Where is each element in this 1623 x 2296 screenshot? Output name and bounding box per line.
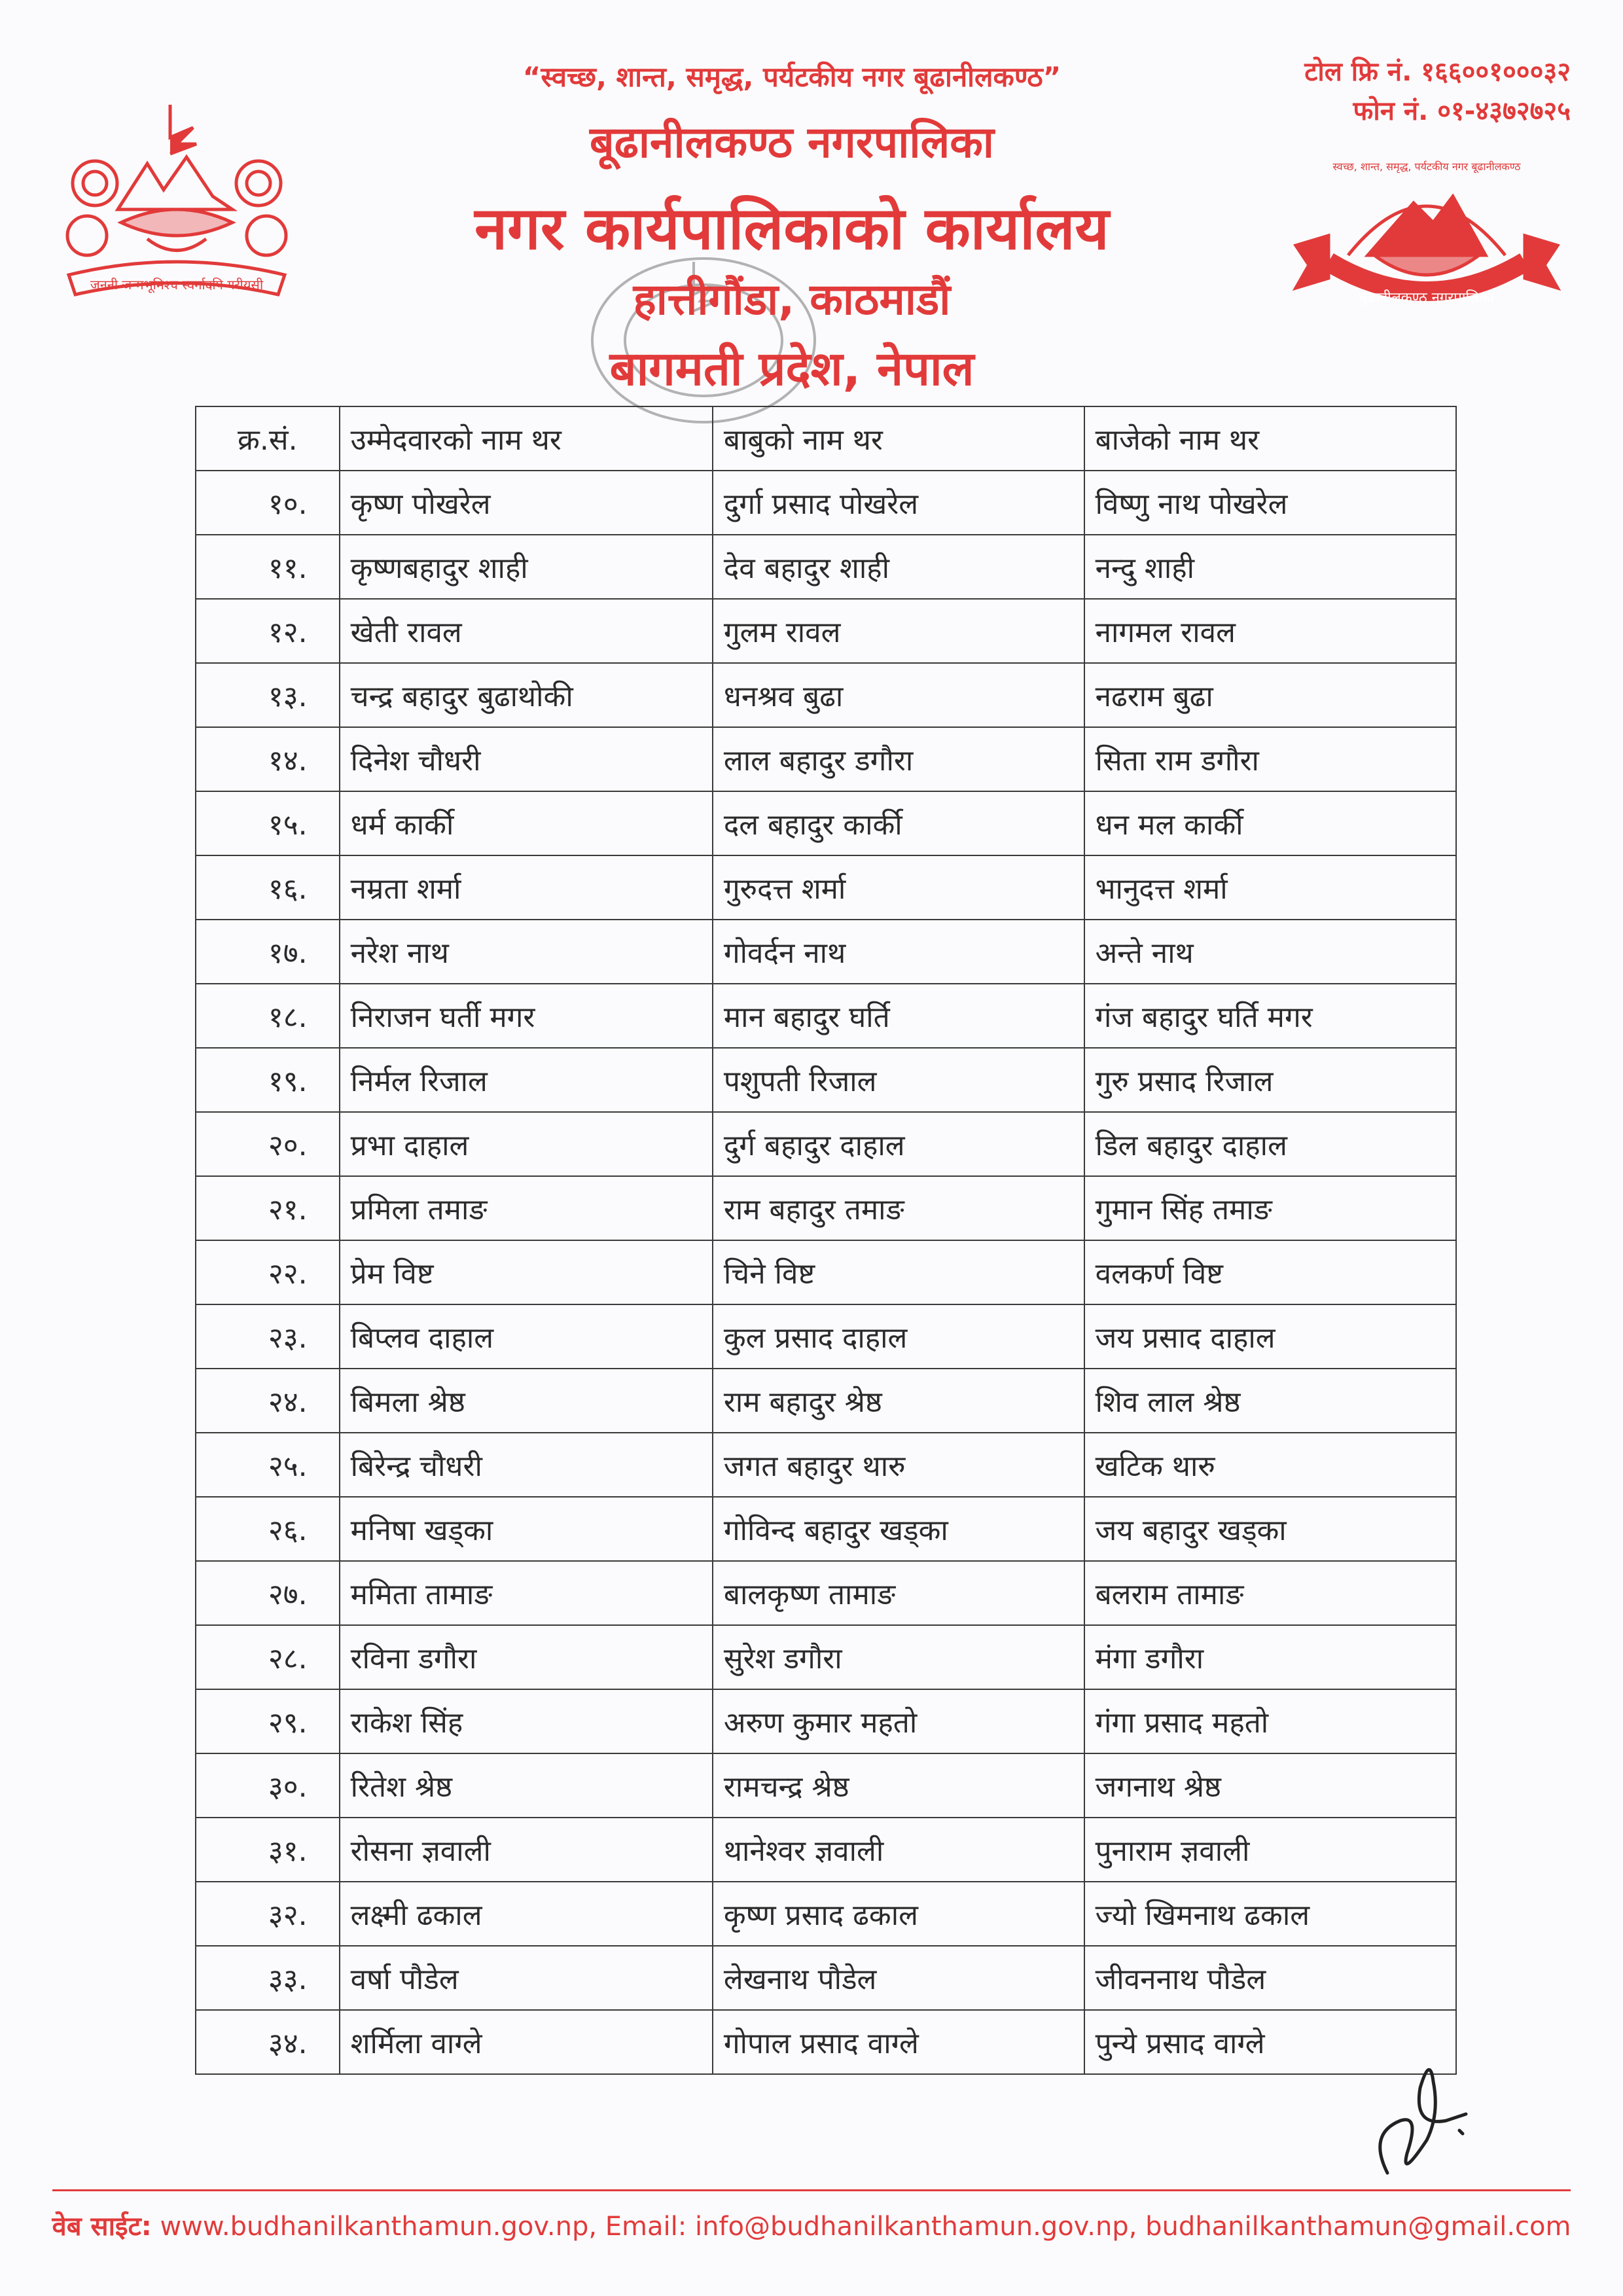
column-header-father: बाबुको नाम थर [713,406,1084,471]
table-row [196,1561,1456,1625]
table-row [196,855,1456,920]
serial-number-cell: २८. [196,1625,340,1689]
candidate-name-cell: निर्मल रिजाल [340,1048,713,1112]
serial-number-cell: ३०. [196,1753,340,1818]
serial-number-cell: २५. [196,1433,340,1497]
table-row [196,663,1456,727]
serial-number-cell: १२. [196,599,340,663]
candidate-name-cell: बिरेन्द्र चौधरी [340,1433,713,1497]
province-country: बागमती प्रदेश, नेपाल [609,341,974,396]
table-row [196,791,1456,855]
father-name-cell: कुल प्रसाद दाहाल [713,1304,1084,1369]
father-name-cell: धनश्रव बुढा [713,663,1084,727]
father-name-cell: कृष्ण प्रसाद ढकाल [713,1882,1084,1946]
father-name-cell: सुरेश डगौरा [713,1625,1084,1689]
serial-number-cell: २६. [196,1497,340,1561]
serial-number-cell: २१. [196,1176,340,1240]
serial-number-cell: १९. [196,1048,340,1112]
grandfather-name-cell: गुरु प्रसाद रिजाल [1084,1048,1456,1112]
candidate-name-cell: रोसना ज्ञवाली [340,1818,713,1882]
signature-icon [1361,2042,1492,2186]
table-row [196,1753,1456,1818]
candidate-name-cell: बिप्लव दाहाल [340,1304,713,1369]
serial-number-cell: १३. [196,663,340,727]
column-header-candidate: उम्मेदवारको नाम थर [340,406,713,471]
candidate-name-cell: प्रमिला तमाङ [340,1176,713,1240]
grandfather-name-cell: पुनाराम ज्ञवाली [1084,1818,1456,1882]
toll-free-number: टोल फ्रि नं. १६६००१०००३२ [1304,57,1571,87]
candidate-name-cell: रविना डगौरा [340,1625,713,1689]
table-row [196,1369,1456,1433]
serial-number-cell: २३. [196,1304,340,1369]
candidate-name-cell: कृष्णबहादुर शाही [340,535,713,599]
candidate-name-cell: नरेश नाथ [340,920,713,984]
serial-number-cell: १८. [196,984,340,1048]
grandfather-name-cell: विष्णु नाथ पोखरेल [1084,471,1456,535]
father-name-cell: थानेश्वर ज्ञवाली [713,1818,1084,1882]
grandfather-name-cell: शिव लाल श्रेष्ठ [1084,1369,1456,1433]
table-row [196,920,1456,984]
serial-number-cell: २७. [196,1561,340,1625]
father-name-cell: अरुण कुमार महतो [713,1689,1084,1753]
candidate-name-cell: रितेश श्रेष्ठ [340,1753,713,1818]
serial-number-cell: २९. [196,1689,340,1753]
table-row [196,1689,1456,1753]
father-name-cell: देव बहादुर शाही [713,535,1084,599]
grandfather-name-cell: ज्यो खिमनाथ ढकाल [1084,1882,1456,1946]
candidate-name-cell: राकेश सिंह [340,1689,713,1753]
grandfather-name-cell: बलराम तामाङ [1084,1561,1456,1625]
grandfather-name-cell: वलकर्ण विष्ट [1084,1240,1456,1304]
footer-contact-text: www.budhanilkanthamun.gov.np, Email: info@budhanilkanthamun.gov.np, budhanilkanthamun@gmail.com [160,2212,1571,2242]
father-name-cell: राम बहादुर श्रेष्ठ [713,1369,1084,1433]
father-name-cell: गोवर्दन नाथ [713,920,1084,984]
candidate-name-cell: शर्मिला वाग्ले [340,2010,713,2074]
father-name-cell: गोविन्द बहादुर खड्का [713,1497,1084,1561]
serial-number-cell: ३१. [196,1818,340,1882]
footer-divider [52,2189,1571,2191]
grandfather-name-cell: डिल बहादुर दाहाल [1084,1112,1456,1176]
serial-number-cell: २०. [196,1112,340,1176]
grandfather-name-cell: नढराम बुढा [1084,663,1456,727]
grandfather-name-cell: गंगा प्रसाद महतो [1084,1689,1456,1753]
father-name-cell: दुर्ग बहादुर दाहाल [713,1112,1084,1176]
father-name-cell: रामचन्द्र श्रेष्ठ [713,1753,1084,1818]
father-name-cell: दल बहादुर कार्की [713,791,1084,855]
table-row [196,1304,1456,1369]
grandfather-name-cell: पुन्ये प्रसाद वाग्ले [1084,2010,1456,2074]
table-row [196,599,1456,663]
candidate-name-cell: लक्ष्मी ढकाल [340,1882,713,1946]
grandfather-name-cell: गंज बहादुर घर्ति मगर [1084,984,1456,1048]
table-row [196,1882,1456,1946]
emblem-left-motto: जननी जन्मभूमिश्च स्वर्गादपि गरीयसी [90,277,264,293]
candidate-name-cell: वर्षा पौडेल [340,1946,713,2010]
father-name-cell: जगत बहादुर थारु [713,1433,1084,1497]
father-name-cell: पशुपती रिजाल [713,1048,1084,1112]
serial-number-cell: २२. [196,1240,340,1304]
grandfather-name-cell: धन मल कार्की [1084,791,1456,855]
grandfather-name-cell: खटिक थारु [1084,1433,1456,1497]
father-name-cell: बालकृष्ण तामाङ [713,1561,1084,1625]
grandfather-name-cell: भानुदत्त शर्मा [1084,855,1456,920]
table-row [196,1112,1456,1176]
grandfather-name-cell: नागमल रावल [1084,599,1456,663]
emblem-right-motto-top: स्वच्छ, शान्त, समृद्ध, पर्यटकीय नगर बूढानीलकण्ठ [1332,160,1521,173]
serial-number-cell: १६. [196,855,340,920]
table-row [196,727,1456,791]
table-row [196,1818,1456,1882]
serial-number-cell: १०. [196,471,340,535]
grandfather-name-cell: नन्दु शाही [1084,535,1456,599]
father-name-cell: गुलम रावल [713,599,1084,663]
candidate-table [195,406,1457,2075]
emblem-right-motto-bottom: बूढानीलकण्ठ नगरपालिका [1359,290,1494,306]
candidate-name-cell: निराजन घर्ती मगर [340,984,713,1048]
father-name-cell: लाल बहादुर डगौरा [713,727,1084,791]
grandfather-name-cell: गुमान सिंह तमाङ [1084,1176,1456,1240]
municipality-logo-icon [1283,131,1571,327]
municipality-name: बूढानीलकण्ठ नगरपालिका [589,117,995,168]
candidate-name-cell: ममिता तामाङ [340,1561,713,1625]
grandfather-name-cell: मंगा डगौरा [1084,1625,1456,1689]
candidate-name-cell: प्रभा दाहाल [340,1112,713,1176]
grandfather-name-cell: अन्ते नाथ [1084,920,1456,984]
serial-number-cell: ११. [196,535,340,599]
grandfather-name-cell: जीवननाथ पौडेल [1084,1946,1456,2010]
column-header-grandfather: बाजेको नाम थर [1084,406,1456,471]
candidate-name-cell: कृष्ण पोखरेल [340,471,713,535]
grandfather-name-cell: सिता राम डगौरा [1084,727,1456,791]
father-name-cell: दुर्गा प्रसाद पोखरेल [713,471,1084,535]
table-header-row [196,406,1456,471]
table-row [196,535,1456,599]
slogan: “स्वच्छ, शान्त, समृद्ध, पर्यटकीय नगर बूढानीलकण्ठ” [522,61,1061,93]
candidate-name-cell: मनिषा खड्का [340,1497,713,1561]
contact-block [1304,52,1571,131]
serial-number-cell: ३२. [196,1882,340,1946]
table-row [196,471,1456,535]
father-name-cell: राम बहादुर तमाङ [713,1176,1084,1240]
father-name-cell: लेखनाथ पौडेल [713,1946,1084,2010]
candidate-name-cell: धर्म कार्की [340,791,713,855]
father-name-cell: गोपाल प्रसाद वाग्ले [713,2010,1084,2074]
serial-number-cell: २४. [196,1369,340,1433]
serial-number-cell: १५. [196,791,340,855]
office-name: नगर कार्यपालिकाको कार्यालय [474,194,1109,263]
phone-number: फोन नं. ०१-४३७२७२५ [1353,96,1571,126]
table-row [196,1433,1456,1497]
footer [0,2207,1623,2243]
grandfather-name-cell: जय प्रसाद दाहाल [1084,1304,1456,1369]
candidate-name-cell: दिनेश चौधरी [340,727,713,791]
candidate-name-cell: नम्रता शर्मा [340,855,713,920]
table-row [196,1497,1456,1561]
office-address: हात्तीगौंडा, काठमाडौं [633,274,951,325]
footer-label: वेब साईट: [52,2212,152,2242]
candidate-name-cell: खेती रावल [340,599,713,663]
grandfather-name-cell: जगनाथ श्रेष्ठ [1084,1753,1456,1818]
column-header-serial: क्र.सं. [196,406,340,471]
table-row [196,2010,1456,2074]
serial-number-cell: १४. [196,727,340,791]
father-name-cell: मान बहादुर घर्ति [713,984,1084,1048]
table-row [196,1048,1456,1112]
table-row [196,1625,1456,1689]
father-name-cell: चिने विष्ट [713,1240,1084,1304]
table-row [196,1176,1456,1240]
serial-number-cell: १७. [196,920,340,984]
candidate-name-cell: बिमला श्रेष्ठ [340,1369,713,1433]
table-row [196,984,1456,1048]
table-row [196,1946,1456,2010]
father-name-cell: गुरुदत्त शर्मा [713,855,1084,920]
candidate-name-cell: प्रेम विष्ट [340,1240,713,1304]
serial-number-cell: ३४. [196,2010,340,2074]
candidate-name-cell: चन्द्र बहादुर बुढाथोकी [340,663,713,727]
nepal-emblem-icon [56,98,298,314]
grandfather-name-cell: जय बहादुर खड्का [1084,1497,1456,1561]
table-row [196,1240,1456,1304]
serial-number-cell: ३३. [196,1946,340,2010]
